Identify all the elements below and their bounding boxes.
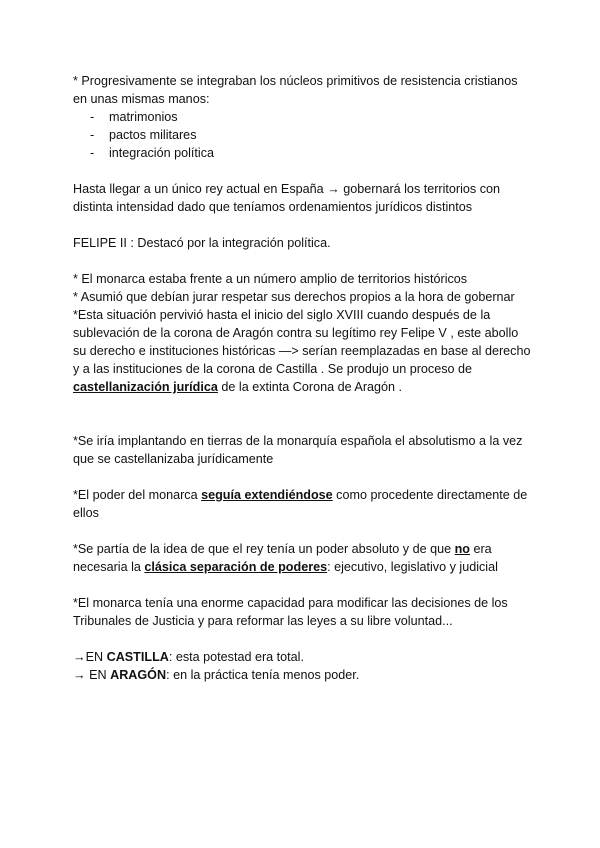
document-body [73,72,533,684]
bold-term: no [454,542,470,556]
paragraph-capacidad: *El monarca tenía una enorme capacidad para modificar las decisiones de los Tribunales de Justicia y para reformar las leyes a su libre voluntad... [73,596,508,628]
paragraph-castilla [73,648,533,666]
text-span: : en la práctica tenía menos poder. [166,668,360,682]
text-span: : esta potestad era total. [168,650,304,664]
paragraph-separacion [73,540,533,576]
bold-term: CASTILLA [106,650,169,664]
list-item-text: matrimonios [109,110,178,124]
paragraph-situacion [73,306,533,396]
list-item-text: integración política [109,146,215,160]
list-item [73,144,533,162]
bold-term: seguía extendiéndose [201,488,333,502]
arrow-prefix: → EN [73,668,111,682]
text-span: de la extinta Corona de Aragón . [217,380,403,394]
intro-list [73,108,533,162]
paragraph-poder [73,486,533,522]
paragraph-aragon [73,666,533,684]
dash-bullet: - [90,128,95,142]
intro-paragraph: * Progresivamente se integraban los núcleos primitivos de resistencia cristianos en unas mismas manos: [73,74,518,106]
paragraph-absolutismo: *Se iría implantando en tierras de la monarquía española el absolutismo a la vez que se castellanizaba jurídicamente [73,434,523,466]
text-span: *Esta situación pervivió hasta el inicio del siglo XVIII cuando después de la sublevación de la corona de Aragón contra su legítimo rey Felipe V , este abollo su derecho e instituciones históricas —> serían reemplazadas en base al derecho y a las instituciones de la corona de Castilla . Se produjo un proceso de [73,308,531,376]
dash-bullet: - [90,110,95,124]
text-span: era necesaria la [73,542,492,574]
bold-term: clásica separación de poderes [144,560,328,574]
text-span: : ejecutivo, legislativo y judicial [327,560,498,574]
bold-term: ARAGÓN [110,668,167,682]
list-item [73,108,533,126]
paragraph-hasta: Hasta llegar a un único rey actual en España → gobernará los territorios con distinta intensidad dado que teníamos ordenamientos jurídicos distintos [73,182,501,214]
arrow-prefix: →EN [73,650,107,664]
text-span: *Se partía de la idea de que el rey tenía un poder absoluto y de que [73,542,455,556]
list-item-text: pactos militares [109,128,197,142]
list-item [73,126,533,144]
bold-term: castellanización jurídica [73,380,218,394]
text-span: como procedente directamente de ellos [73,488,528,520]
text-span: *El poder del monarca [73,488,202,502]
dash-bullet: - [90,146,95,160]
paragraph-monarca-territorios: * El monarca estaba frente a un número amplio de territorios históricos [73,272,468,286]
paragraph-monarca-jurar: * Asumió que debían jurar respetar sus derechos propios a la hora de gobernar [73,290,515,304]
paragraph-felipe: FELIPE II : Destacó por la integración política. [73,236,331,250]
